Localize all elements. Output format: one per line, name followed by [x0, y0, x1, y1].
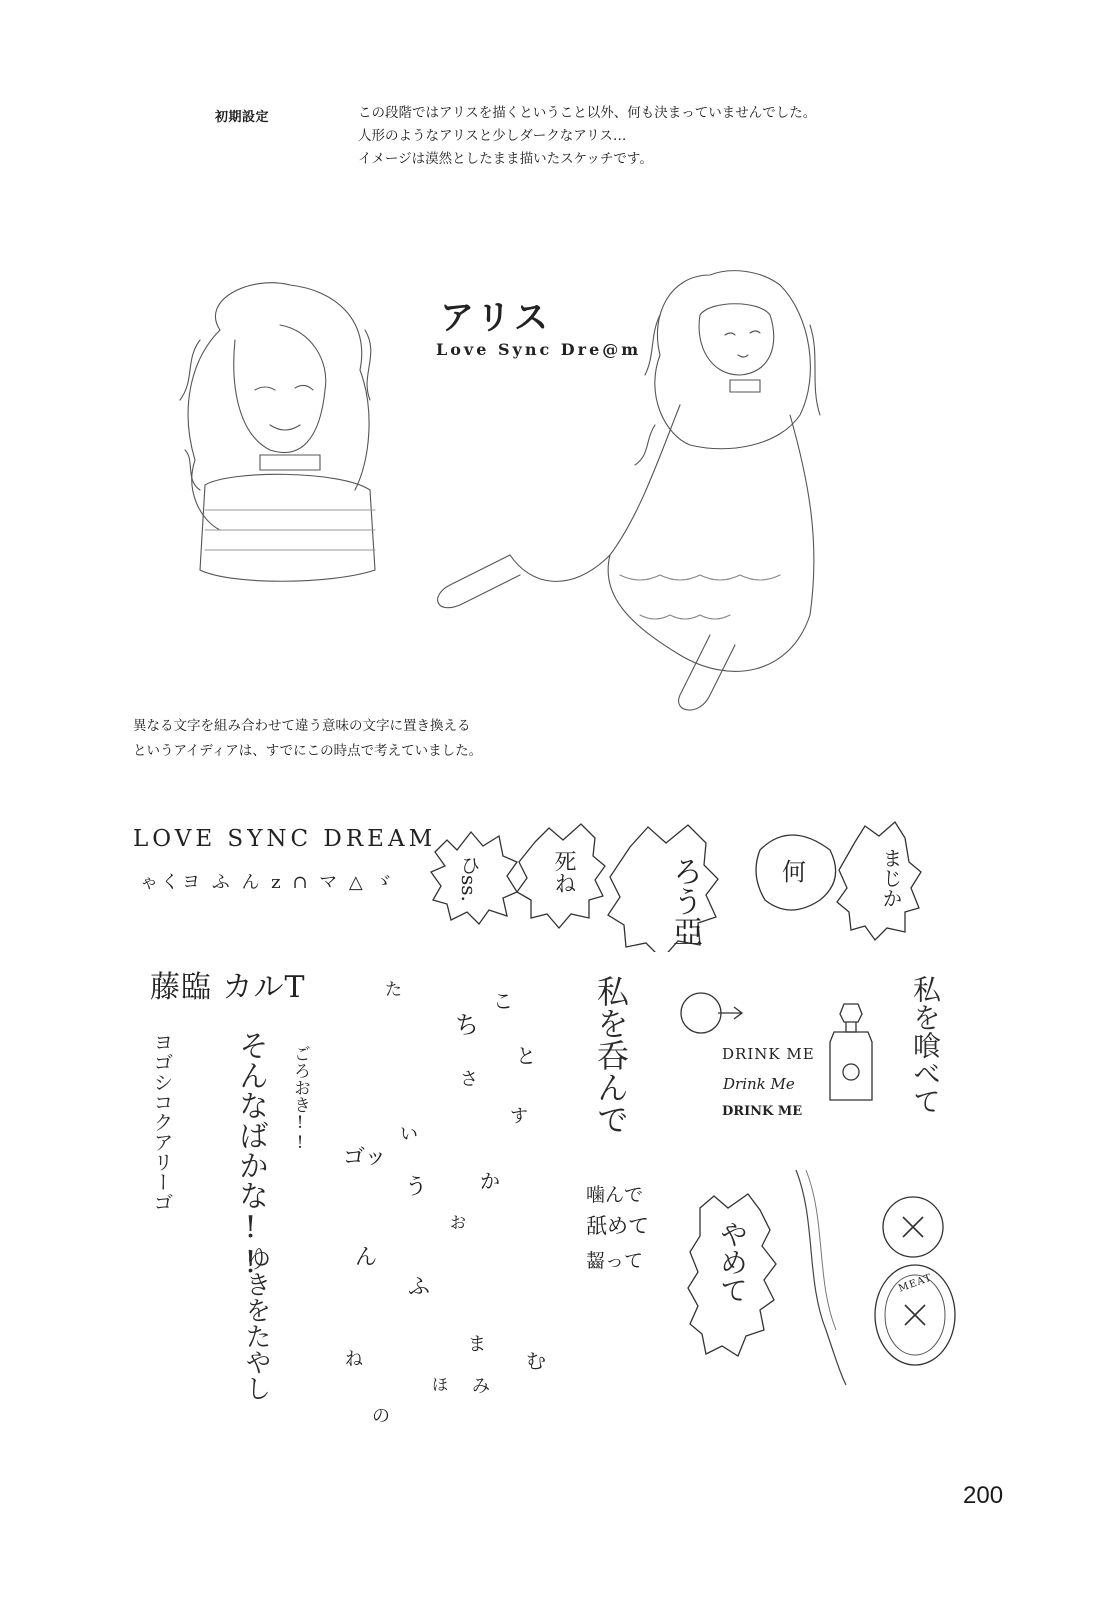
- lettering-watashi-nonde: 私を呑んで: [592, 975, 630, 1135]
- caption-paragraph: [133, 714, 482, 764]
- kana-field-item: か: [480, 1169, 500, 1193]
- kana-field-item: ゴッ: [343, 1145, 387, 1170]
- lick-line-1: 噛んで: [586, 1184, 644, 1206]
- kana-field-item: ち: [455, 1011, 479, 1039]
- intro-line-1: この段階ではアリスを描くということ以外、何も決まっていませんでした。: [358, 105, 817, 121]
- drink-me-circle-logo: [676, 988, 746, 1038]
- lick-line-2: 舐めて: [586, 1214, 649, 1238]
- kana-field-item: お: [450, 1213, 467, 1232]
- kana-field-item: ふ: [408, 1275, 431, 1300]
- sketch-dark-alice-bust: [160, 270, 400, 600]
- logo-title: アリス: [440, 298, 552, 338]
- page-number: 200: [963, 1482, 1004, 1509]
- bubble-text-3: ろう亞: [667, 856, 702, 946]
- lettering-watashi-tabete: 私を喰べて: [909, 975, 942, 1115]
- section-label: 初期設定: [215, 110, 270, 125]
- lettering-love-sync-dream: LOVE SYNC DREAM: [133, 826, 437, 852]
- slanted-meat-strip: [786, 1160, 856, 1390]
- kana-field-item: む: [526, 1349, 546, 1373]
- meat-ring-stamp-top: [878, 1192, 948, 1262]
- kana-field-item: み: [472, 1376, 490, 1397]
- kana-field-item: う: [405, 1175, 428, 1200]
- kana-field-item: す: [510, 1106, 528, 1127]
- vertical-col-3: ごろおき!!: [290, 1045, 310, 1153]
- drink-me-line-3: DRINK ME: [722, 1104, 803, 1119]
- bubble-text-5: まじか: [879, 848, 903, 908]
- caption-line-2: というアイディアは、すでにこの時点で考えていました。: [133, 743, 483, 759]
- kana-field-item: ん: [355, 1245, 378, 1270]
- kana-field-item: ほ: [432, 1375, 449, 1394]
- kana-field-item: と: [516, 1044, 536, 1068]
- vertical-col-4: ゆきをたやし: [241, 1245, 271, 1401]
- yamete-text: やめて: [716, 1220, 749, 1304]
- kana-field-item: さ: [460, 1069, 478, 1090]
- bubble-text-2: 死ね: [551, 850, 576, 894]
- intro-paragraph: [358, 102, 816, 171]
- kana-field-item: ね: [345, 1349, 363, 1370]
- kana-field-item: の: [372, 1406, 390, 1427]
- bubble-text-1: ひss.: [457, 855, 481, 902]
- logo-subtitle: Love Sync Dre@m: [436, 340, 642, 359]
- meat-text: MEAT: [897, 1272, 934, 1295]
- drink-me-line-2: Drink Me: [723, 1075, 795, 1093]
- caption-line-1: 異なる文字を組み合わせて違う意味の文字に置き換える: [133, 718, 471, 734]
- lettering-title-kaiten: 藤臨 カルT: [150, 970, 306, 1005]
- kana-field-item: た: [385, 980, 402, 1000]
- vertical-col-2: そんなばかな!!: [233, 1030, 268, 1280]
- kana-field-item: こ: [493, 989, 513, 1013]
- drink-me-line-1: DRINK ME: [722, 1045, 815, 1063]
- potion-bottle-icon: [826, 1000, 876, 1110]
- intro-line-2: 人形のようなアリスと少しダークなアリス…: [358, 128, 627, 144]
- lick-line-3: 齧って: [586, 1250, 644, 1272]
- sketch-doll-alice-seated: [410, 255, 870, 725]
- vertical-col-1: ヨゴシコクアリーゴ: [150, 1032, 174, 1212]
- lettering-kana-row: ゃくヨ ふ ん z ∩ マ △ ゞ: [140, 872, 396, 893]
- intro-line-3: イメージは漠然としたまま描いたスケッチです。: [358, 151, 653, 167]
- kana-field-item: ま: [468, 1334, 486, 1355]
- kana-field-item: い: [400, 1124, 418, 1145]
- bubble-text-4: 何: [782, 858, 806, 886]
